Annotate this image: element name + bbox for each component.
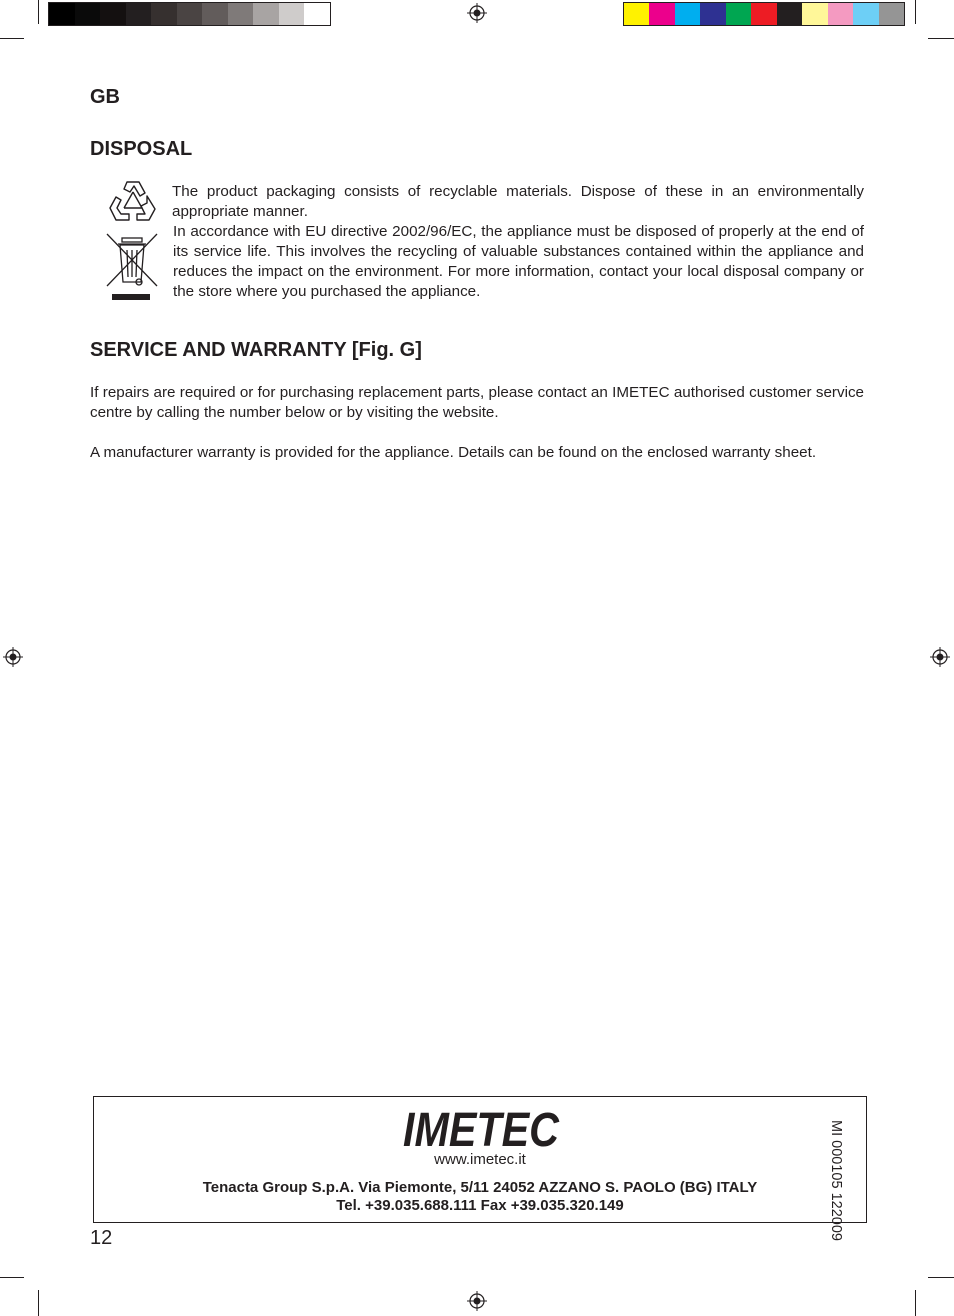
calibration-swatch (49, 3, 75, 25)
recycle-icon (107, 178, 159, 226)
calibration-swatch (726, 3, 751, 25)
crop-mark (928, 1277, 954, 1278)
service-heading: SERVICE AND WARRANTY [Fig. G] (90, 339, 422, 361)
document-code-line: 122009 (828, 1192, 844, 1241)
gray-calibration-strip (48, 2, 331, 26)
registration-mark-icon (3, 647, 23, 667)
crop-mark (915, 0, 916, 24)
language-code: GB (90, 86, 120, 108)
disposal-heading: DISPOSAL (90, 138, 193, 160)
calibration-swatch (828, 3, 853, 25)
registration-mark-icon (467, 3, 487, 23)
crop-mark (0, 1277, 24, 1278)
crop-mark (915, 1290, 916, 1316)
calibration-swatch (777, 3, 802, 25)
page-number: 12 (90, 1227, 113, 1249)
crop-mark (928, 38, 954, 39)
crossed-bin-icon (104, 230, 160, 302)
service-paragraph: If repairs are required or for purchasing replacement parts, please contact an IMETEC authorised customer service centre by calling the number below or by visiting the website. (90, 384, 864, 421)
color-calibration-strip (623, 2, 905, 26)
calibration-swatch (75, 3, 101, 25)
svg-text:IMETEC: IMETEC (403, 1104, 561, 1152)
crop-mark (38, 1290, 39, 1316)
calibration-swatch (751, 3, 776, 25)
website-link[interactable]: www.imetec.it (434, 1151, 526, 1168)
document-code (828, 1120, 844, 1241)
company-address: Tenacta Group S.p.A. Via Piemonte, 5/11 24052 AZZANO S. PAOLO (BG) ITALY (202, 1179, 758, 1196)
calibration-swatch (802, 3, 827, 25)
calibration-swatch (151, 3, 177, 25)
warranty-paragraph: A manufacturer warranty is provided for the appliance. Details can be found on the enclosed warranty sheet. (90, 444, 817, 461)
calibration-swatch (177, 3, 203, 25)
calibration-swatch (853, 3, 878, 25)
company-phones: Tel. +39.035.688.111 Fax +39.035.320.149 (336, 1197, 624, 1214)
registration-mark-icon (930, 647, 950, 667)
calibration-swatch (304, 3, 330, 25)
calibration-swatch (126, 3, 152, 25)
calibration-swatch (879, 3, 904, 25)
calibration-swatch (228, 3, 254, 25)
calibration-swatch (253, 3, 279, 25)
calibration-swatch (649, 3, 674, 25)
imetec-logo (403, 1102, 563, 1152)
document-code-line: MI 000105 (828, 1120, 844, 1189)
calibration-swatch (624, 3, 649, 25)
calibration-swatch (202, 3, 228, 25)
weee-text: In accordance with EU directive 2002/96/EC, the appliance must be disposed of properly at the end of its service life. This involves the recycling of valuable substances contained within the appliance and reduces the impact on the environment. For more information, contact your local disposal company or the store where you purchased the appliance. (173, 223, 864, 300)
packaging-text: The product packaging consists of recyclable materials. Dispose of these in an environmentally appropriate manner. (172, 183, 864, 220)
calibration-swatch (700, 3, 725, 25)
calibration-swatch (675, 3, 700, 25)
registration-mark-icon (467, 1291, 487, 1311)
calibration-swatch (279, 3, 305, 25)
crop-mark (0, 38, 24, 39)
calibration-swatch (100, 3, 126, 25)
crop-mark (38, 0, 39, 24)
